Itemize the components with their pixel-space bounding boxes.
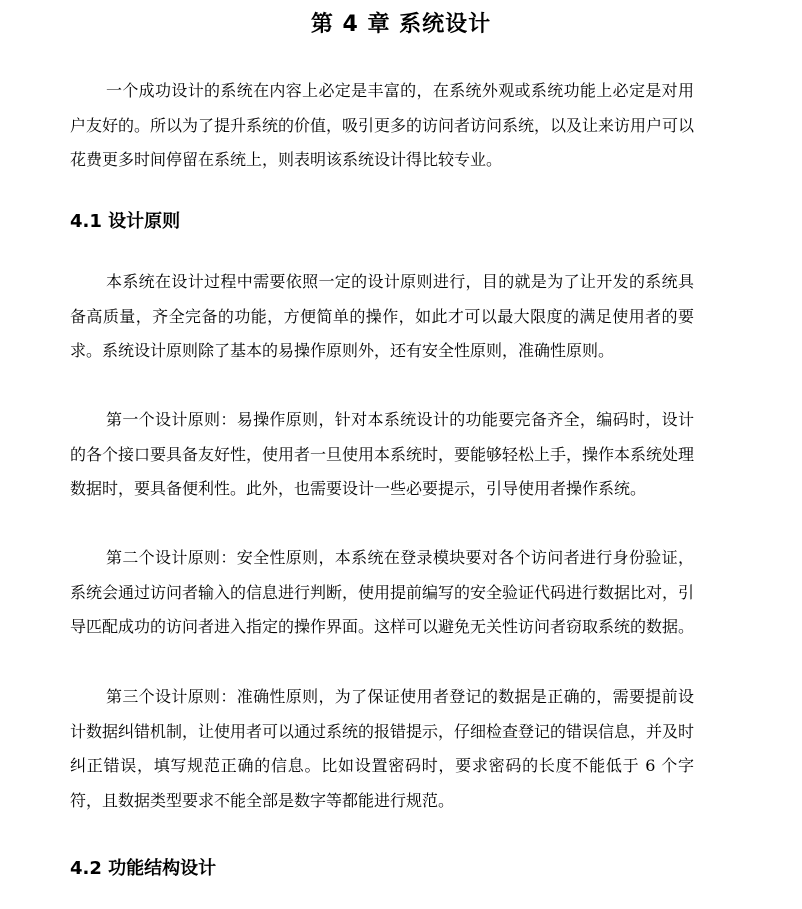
paragraph-principle-ease-of-use: 第一个设计原则：易操作原则，针对本系统设计的功能要完备齐全，编码时，设计的各个接口要具备友好性，使用者一旦使用本系统时，要能够轻松上手，操作本系统处理数据时，要具备便利性。此外，也需要设计一些必要提示，引导使用者操作系统。 (70, 410, 695, 498)
intro-paragraph: 一个成功设计的系统在内容上必定是丰富的，在系统外观或系统功能上必定是对用户友好的。所以为了提升系统的价值，吸引更多的访问者访问系统，以及让来访用户可以花费更多时间停留在系统上，则表明该系统设计得比较专业。 (70, 81, 695, 169)
paragraph-principle-security: 第二个设计原则：安全性原则，本系统在登录模块要对各个访问者进行身份验证，系统会通过访问者输入的信息进行判断，使用提前编写的安全验证代码进行数据比对，引导匹配成功的访问者进入指定的操作界面。这样可以避免无关性访问者窃取系统的数据。 (70, 548, 695, 636)
section-heading-4-1: 4.1 设计原则 (70, 211, 181, 232)
section-heading-4-2: 4.2 功能结构设计 (70, 858, 217, 879)
paragraph-principles-overview: 本系统在设计过程中需要依照一定的设计原则进行，目的就是为了让开发的系统具备高质量，齐全完备的功能，方便简单的操作，如此才可以最大限度的满足使用者的要求。系统设计原则除了基本的易操作原则外，还有安全性原则，准确性原则。 (70, 272, 694, 360)
paragraph-principle-accuracy: 第三个设计原则：准确性原则，为了保证使用者登记的数据是正确的，需要提前设计数据纠错机制，让使用者可以通过系统的报错提示，仔细检查登记的错误信息，并及时纠正错误，填写规范正确的信息。比如设置密码时，要求密码的长度不能低于 6 个字符，且数据类型要求不能全部是数字等都能进行规范。 (70, 687, 695, 810)
chapter-title: 第 4 章 系统设计 (310, 12, 492, 37)
